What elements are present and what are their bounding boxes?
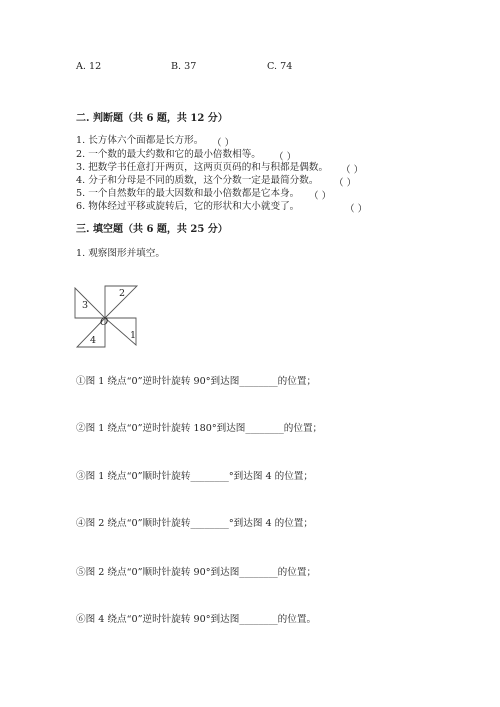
- judge-paren-4: （ ）: [334, 178, 357, 189]
- sub-question-4: ④图 2 绕点“0”顺时针旋转________°到达图 4 的位置；: [76, 518, 313, 529]
- judge-item-1: 1. 长方体六个面都是长方形。: [76, 135, 204, 146]
- judge-paren-2: （ ）: [274, 152, 297, 163]
- judge-item-4: 4. 分子和分母是不同的质数，这个分数一定是最简分数。: [76, 175, 319, 186]
- figure-label-4: 4: [90, 335, 97, 346]
- judge-paren-3: （ ）: [341, 165, 364, 176]
- figure-center-o: O: [100, 317, 109, 328]
- figure-label-2: 2: [119, 288, 126, 299]
- judge-item-5: 5. 一个自然数年的最大因数和最小倍数都是它本身。: [76, 188, 300, 199]
- sub-question-6: ⑥图 4 绕点“0”逆时针旋转 90°到达图________的位置。: [76, 614, 317, 625]
- sub-question-2: ②图 1 绕点“0”逆时针旋转 180°到达图________的位置；: [76, 423, 323, 434]
- option-a: A. 12: [76, 61, 102, 72]
- option-b: B. 37: [171, 61, 197, 72]
- judge-item-2: 2. 一个数的最大约数和它的最小倍数相等。: [76, 149, 261, 160]
- figure-label-1: 1: [130, 330, 137, 341]
- rotation-figure: [70, 282, 150, 352]
- section-2-heading: 二. 判断题（共 6 题，共 12 分）: [76, 113, 228, 124]
- figure-label-3: 3: [82, 300, 89, 311]
- sub-question-5: ⑤图 2 绕点“0”顺时针旋转 90°到达图________的位置；: [76, 567, 317, 578]
- sub-question-1: ①图 1 绕点“0”逆时针旋转 90°到达图________的位置；: [76, 376, 317, 387]
- judge-paren-6: （ ）: [345, 204, 368, 215]
- judge-item-3: 3. 把数学书任意打开两页，这两页页码的和与积都是偶数。: [76, 162, 329, 173]
- section-3-heading: 三. 填空题（共 6 题，共 25 分）: [76, 224, 228, 235]
- judge-item-6: 6. 物体经过平移或旋转后，它的形状和大小就变了。: [76, 201, 300, 212]
- fill-question-1: 1. 观察图形并填空。: [76, 248, 165, 259]
- sub-question-3: ③图 1 绕点“0”顺时针旋转________°到达图 4 的位置；: [76, 471, 313, 482]
- judge-paren-5: （ ）: [309, 191, 332, 202]
- triangle-3: [75, 288, 105, 318]
- judge-paren-1: （ ）: [212, 138, 235, 149]
- option-c: C. 74: [267, 61, 293, 72]
